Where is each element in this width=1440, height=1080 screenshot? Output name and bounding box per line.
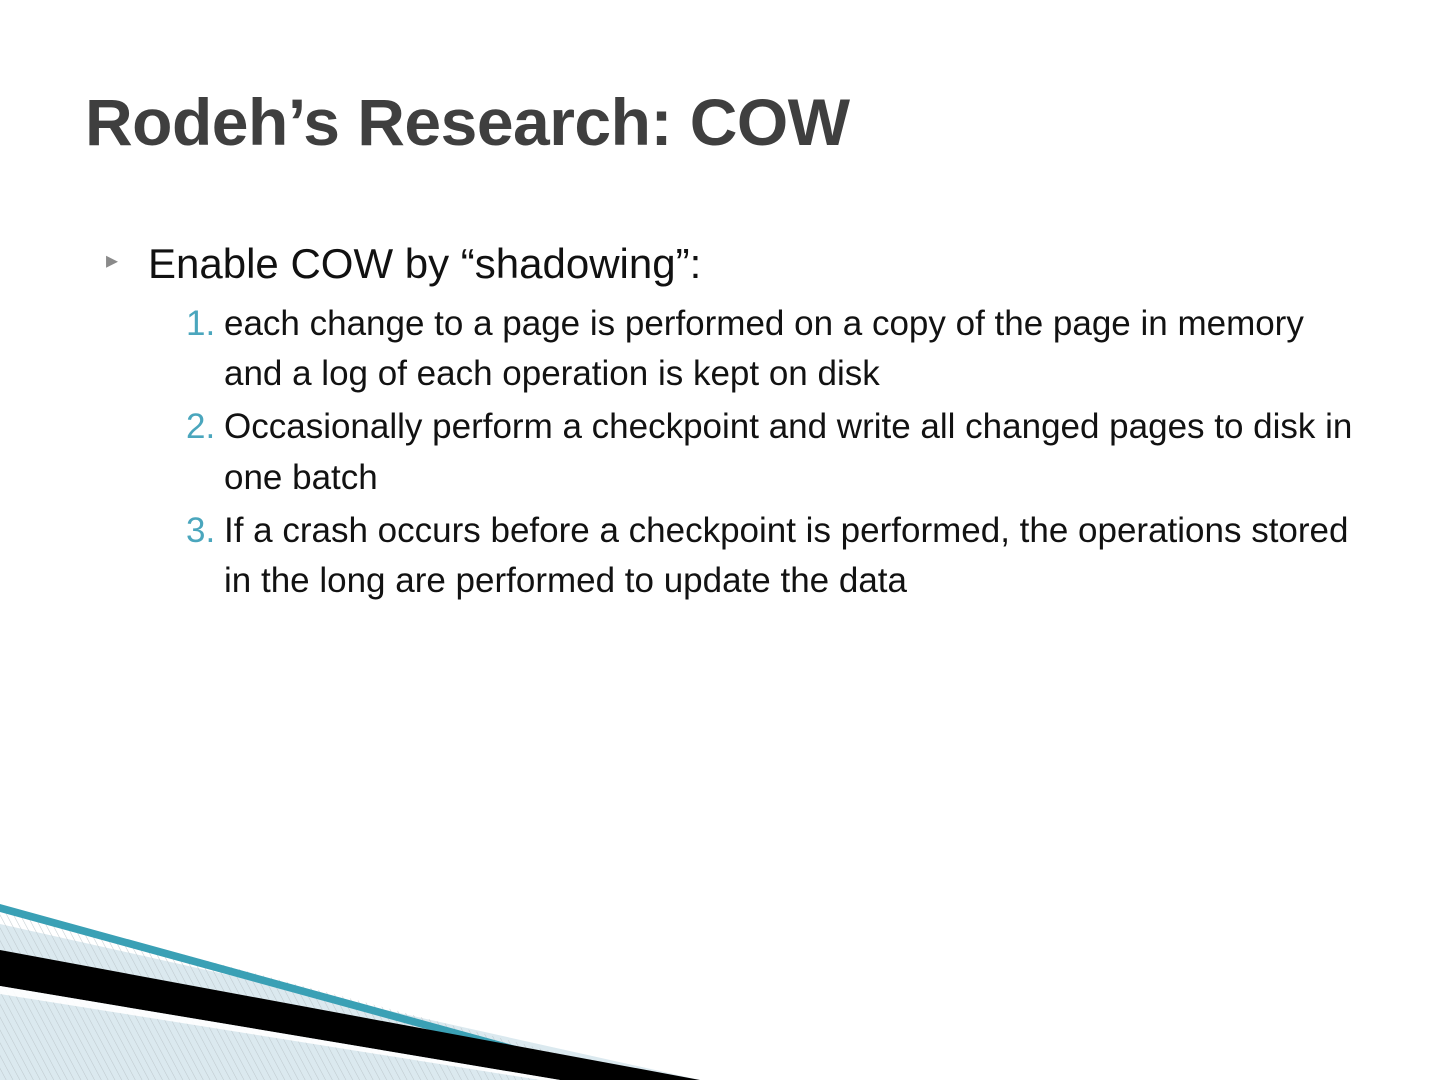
bullet-item-label: Enable COW by “shadowing”:: [148, 240, 702, 287]
list-item-label: each change to a page is performed on a copy of the page in memory and a log of each operation is kept on disk: [224, 303, 1304, 394]
triangle-bullet-icon: ▸: [106, 247, 119, 274]
list-item-label: Occasionally perform a checkpoint and write all changed pages to disk in one batch: [224, 407, 1353, 497]
list-item-number: 1.: [186, 303, 216, 343]
list-item: [146, 506, 1370, 608]
list-item: [146, 299, 1370, 401]
numbered-list: [100, 299, 1370, 608]
slide-body: [100, 238, 1370, 609]
list-item: [146, 402, 1370, 504]
decorative-corner-graphic: [0, 890, 700, 1080]
list-item-number: 3.: [186, 510, 216, 550]
bullet-item: [100, 238, 1370, 291]
list-item-label: If a crash occurs before a checkpoint is performed, the operations stored in the long are performed to update the data: [224, 510, 1349, 601]
page-title: Rodeh’s Research: COW: [85, 85, 850, 159]
list-item-number: 2.: [186, 407, 216, 446]
